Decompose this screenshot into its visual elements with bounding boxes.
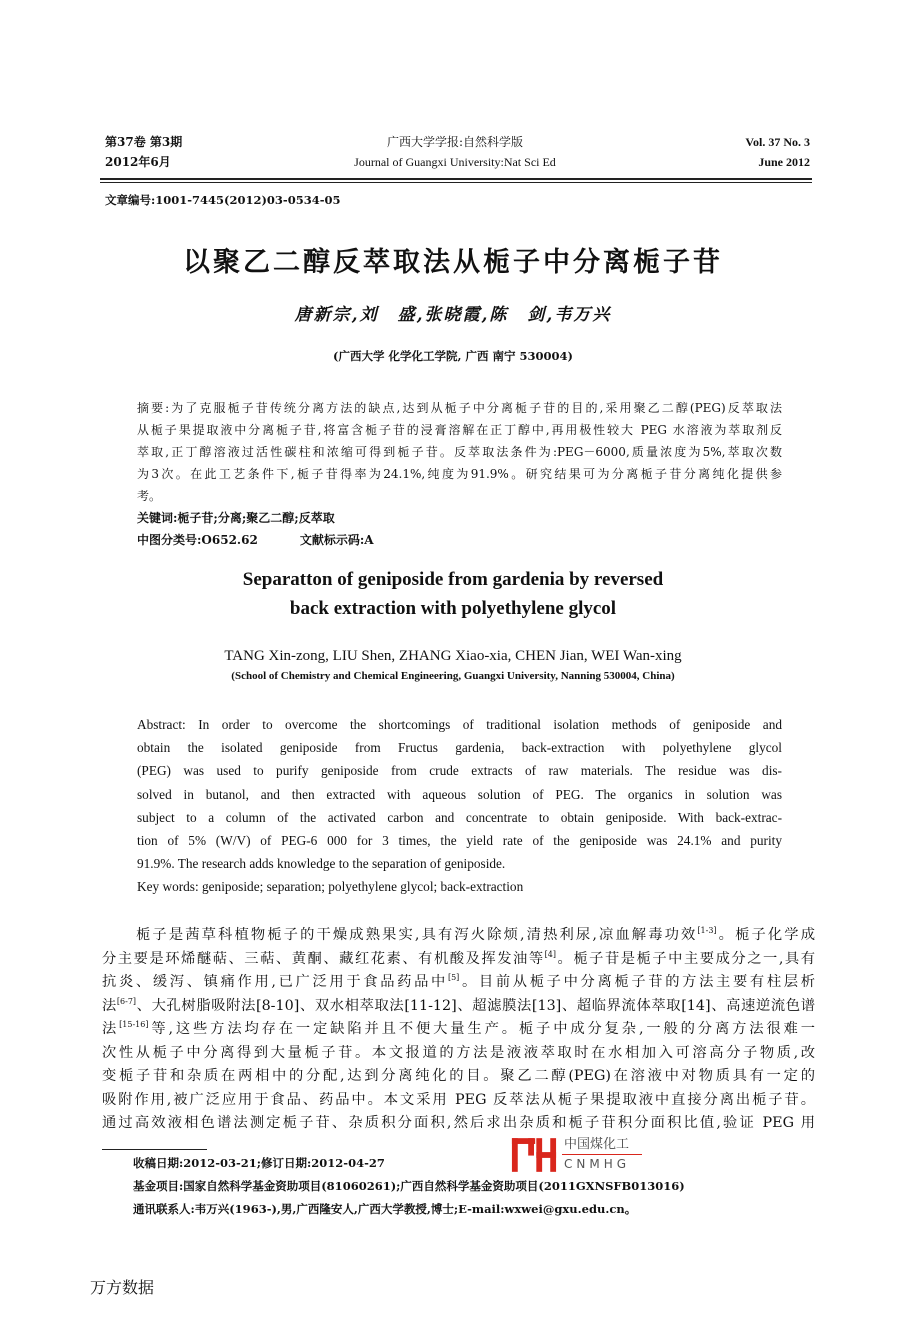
text: 。栀子苷是栀子中主要成分之一,具有 [556, 950, 815, 967]
abstract-line: 从栀子果提取液中分离栀子苷,将富含栀子苷的浸膏溶解在正丁醇中,再用极性较大 PEG 水溶液为萃取剂反 [137, 423, 782, 437]
body-text [102, 924, 815, 1136]
abstract-line: Abstract: In order to overcome the shortcomings of traditional isolation methods of geniposide and [137, 717, 782, 732]
abstract-line: 考。 [137, 489, 162, 503]
body-line [102, 1018, 815, 1042]
watermark-mh-icon [510, 1137, 558, 1173]
text: 。目前从栀子中分离栀子苷的方法主要有柱层析 [459, 974, 815, 990]
abstract-line: 为3次。在此工艺条件下,栀子苷得率为24.1%,纯度为91.9%。研究结果可为分离栀子苷分离纯化提供参 [137, 467, 782, 481]
body-line [102, 924, 815, 948]
volume-en [745, 132, 810, 172]
title-cn: 以聚乙二醇反萃取法从栀子中分离栀子苷 [183, 247, 723, 278]
citation: [5] [447, 973, 460, 983]
title-en [0, 565, 906, 623]
fund-info: 基金项目:国家自然科学基金资助项目(81060261);广西自然科学基金资助项目(2011GXNSFB013016) [133, 1179, 685, 1193]
authors-cn: 唐新宗,刘 盛,张晓霞,陈 剑,韦万兴 [294, 305, 612, 325]
title-en-line1: Separatton of geniposide from gardenia by reversed [242, 569, 664, 590]
body-line: 吸附作用,被广泛应用于食品、药品中。本文采用 PEG 反萃法从栀子果提取液中直接分离出栀子苷。 [102, 1091, 815, 1108]
authors-en: TANG Xin-zong, LIU Shen, ZHANG Xiao-xia, CHEN Jian, WEI Wan-xing [224, 648, 682, 664]
affiliation-cn: (广西大学 化学化工学院, 广西 南宁 530004) [333, 349, 573, 363]
body-line: 变栀子苷和杂质在两相中的分配,达到分离纯化的目。聚乙二醇(PEG)在溶液中对物质具有一定的 [102, 1068, 815, 1084]
citation: [1-3] [697, 926, 717, 936]
text: 、大孔树脂吸附法[8-10]、双水相萃取法[11-12]、超滤膜法[13]、超临界流体萃取[14]、高速逆流色谱 [136, 997, 815, 1014]
keywords-en: Key words: geniposide; separation; polyethylene glycol; back-extraction [137, 879, 524, 895]
journal-name [300, 132, 610, 172]
text: 。栀子化学成 [716, 927, 815, 943]
keywords-cn: 关键词:栀子苷;分离;聚乙二醇;反萃取 [137, 511, 335, 525]
text: 分主要是环烯醚萜、三萜、黄酮、藏红花素、有机酸及挥发油等 [102, 950, 545, 967]
abstract-en [137, 713, 782, 899]
affiliation-en: (School of Chemistry and Chemical Engineering, Guangxi University, Nanning 530004, China) [231, 670, 675, 682]
abstract-cn [137, 397, 782, 551]
citation: [15-16] [119, 1020, 149, 1030]
classification-number: 中图分类号:O652.62 [137, 533, 258, 547]
abstract-line: (PEG) was used to purify geniposide from crude extracts of raw materials. The residue was dis- [137, 763, 782, 779]
body-line [102, 948, 815, 972]
footnote-rule [102, 1149, 207, 1150]
watermark-logo [510, 1137, 660, 1173]
source-label: 万方数据 [90, 1278, 155, 1297]
text: 法 [102, 1021, 120, 1037]
received-date: 收稿日期:2012-03-21;修订日期:2012-04-27 [133, 1156, 385, 1170]
watermark-en: CNMHG [564, 1157, 631, 1171]
watermark-cn: 中国煤化工 [564, 1137, 630, 1152]
article-number: 文章编号:1001-7445(2012)03-0534-05 [105, 193, 341, 207]
abstract-line: 摘要:为了克服栀子苷传统分离方法的缺点,达到从栀子中分离栀子苷的目的,采用聚乙二醇(PEG)反萃取法 [137, 401, 782, 415]
footnotes [133, 1152, 813, 1221]
volume-number: Vol. 37 No. 3 [745, 135, 810, 149]
abstract-line: solved in butanol, and then extracted with aqueous solution of PEG. The organics in solution was [137, 786, 782, 802]
journal-en: Journal of Guangxi University:Nat Sci Ed [354, 155, 556, 169]
abstract-line: 91.9%. The research adds knowledge to the separation of geniposide. [137, 856, 506, 872]
title-en-line2: back extraction with polyethylene glycol [289, 598, 617, 619]
date-cn: 2012年6月 [105, 155, 171, 169]
body-line [102, 971, 815, 995]
watermark-rule [562, 1154, 642, 1155]
abstract-line: obtain the isolated geniposide from Fructus gardenia, back-extraction with polyethylene glycol [137, 740, 782, 756]
abstract-line: 萃取,正丁醇溶液过活性碳柱和浓缩可得到栀子苷。反萃取法条件为:PEG－6000,质量浓度为5%,萃取次数 [137, 445, 782, 459]
text: 抗炎、缓泻、镇痛作用,已广泛用于食品药品中 [102, 974, 448, 990]
text: 等,这些方法均存在一定缺陷并且不便大量生产。栀子中成分复杂,一般的分离方法很难一 [148, 1021, 815, 1037]
text: 法 [102, 997, 117, 1014]
document-code: 文献标示码:A [299, 533, 374, 547]
contact-info: 通讯联系人:韦万兴(1963-),男,广西隆安人,广西大学教授,博士;E-mail:wxwei@gxu.edu.cn。 [133, 1202, 637, 1216]
header-rule [100, 178, 812, 183]
volume-cn: 第37卷 第3期 [105, 135, 183, 149]
journal-cn: 广西大学学报:自然科学版 [386, 135, 524, 149]
body-line [102, 995, 815, 1019]
volume-issue [105, 132, 182, 172]
abstract-line: subject to a column of the activated carbon and concentrate to obtain geniposide. With back-extrac- [137, 809, 782, 825]
body-line: 通过高效液相色谱法测定栀子苷、杂质积分面积,然后求出杂质和栀子苷积分面积比值,验证 PEG 用 [102, 1115, 815, 1131]
abstract-line: tion of 5% (W/V) of PEG-6 000 for 3 times, the yield rate of the geniposide was 24.1% and purity [137, 832, 782, 848]
citation: [4] [544, 949, 556, 959]
citation: [6-7] [116, 996, 137, 1006]
text: 栀子是茜草科植物栀子的干燥成熟果实,具有泻火除烦,清热利尿,凉血解毒功效 [136, 927, 698, 943]
body-line: 次性从栀子中分离得到大量栀子苷。本文报道的方法是液液萃取时在水相加入可溶高分子物质,改 [102, 1044, 815, 1061]
date-en: June 2012 [758, 155, 810, 169]
